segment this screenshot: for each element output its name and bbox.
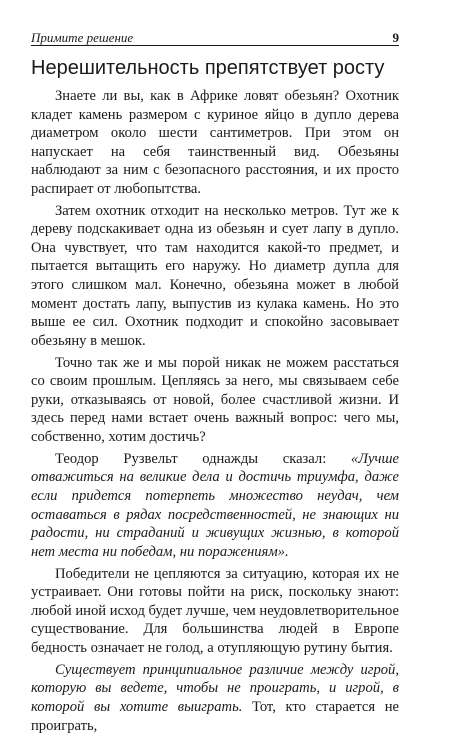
paragraph-text: Теодор Рузвельт однажды сказал: [55,450,351,467]
section-title: Нерешительность препятствует росту [31,57,385,79]
paragraph [31,202,399,350]
paragraph [31,354,399,447]
page-number: 9 [392,30,399,45]
paragraph [31,661,399,735]
paragraph [31,565,399,658]
header-rule [31,45,399,46]
body-text [31,87,399,735]
paragraph-text: Знаете ли вы, как в Африке ловят обезьян? Охотник кладет камень размером с куриное яйцо в дупло дерева диаметром около шести сантиметров. При этом он напускает на себя таинственный вид. Обезьяны наблюдают за ним с безопасного расстояния, и их просто распирает от любопытства. [31,88,399,197]
running-head-title: Примите решение [31,30,134,45]
italic-text: Существует принципиальное различие между игрой, которую вы ведете, чтобы не проиграть, и игрой, в которой вы хотите выиграть. [31,661,399,715]
paragraph [31,87,399,198]
paragraph [31,450,399,561]
paragraph-text: Победители не цепляются за ситуацию, которая их не устраивает. Они готовы пойти на риск, поскольку знают: любой иной исход будет лучше, чем неудовлетворительное существование. Для большинства людей в Европе бедность означает не голод, а отупляющую рутину бытия. [31,565,399,656]
paragraph-text: Затем охотник отходит на несколько метров. Тут же к дереву подскакивает одна из обезьян и сует лапу в дупло. Она чувствует, что там находится какой-то предмет, и пытается вытащить его наружу. Но диаметр дупла для этого слишком мал. Конечно, обезьяна может в любой момент достать лапу, выпустив из кулака камень. Но это выше ее сил. Охотник подходит и спокойно засовывает обезьяну в мешок. [31,202,399,349]
running-header [31,30,399,46]
italic-text: «Лучше отважиться на великие дела и достичь триумфа, даже если придется потерпеть множество неудач, чем оставаться в рядах посредственностей, не знающих ни радости, ни страданий и живущих жизнью, в которой нет места ни победам, ни поражениям». [31,450,399,560]
paragraph-text: Точно так же и мы порой никак не можем расстаться со своим прошлым. Цепляясь за него, мы связываем себе руки, отказываясь от новой, более счастливой жизни. И здесь перед нами встает очень важный вопрос: чего мы, собственно, хотим достичь? [31,354,399,445]
paragraph-text: Тот, кто старается не проиграть, [31,699,399,734]
